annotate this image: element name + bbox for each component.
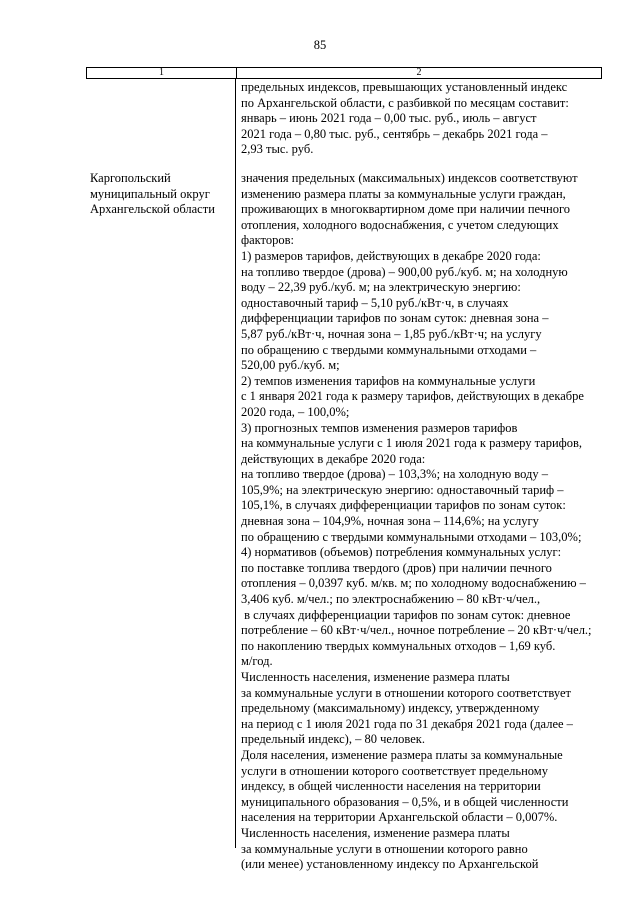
text-line: на коммунальные услуги с 1 июля 2021 года к размеру тарифов,: [241, 436, 583, 451]
text-line: муниципального образования – 0,5%, и в общей численности: [241, 794, 569, 809]
text-line: воду – 22,39 руб./куб. м; на электрическую энергию:: [241, 280, 521, 295]
region-name-line: Каргопольский: [90, 171, 171, 185]
text-line: предельному (максимальному) индексу, утвержденному: [241, 701, 540, 716]
text-line: действующих в декабре 2020 года:: [241, 451, 426, 466]
region-name-line: Архангельской области: [90, 202, 215, 217]
text-line: по Архангельской области, с разбивкой по месяцам составит:: [241, 95, 569, 110]
text-line: дифференциации тарифов по зонам суток: дневная зона –: [241, 311, 549, 326]
text-line: Доля населения, изменение размера платы за коммунальные: [241, 747, 563, 762]
text-line: 2021 года – 0,80 тыс. руб., сентябрь – декабрь 2021 года –: [241, 126, 548, 141]
text-line: значения предельных (максимальных) индексов соответствуют: [241, 171, 578, 185]
text-line: отопления – 0,0397 куб. м/кв. м; по холодному водоснабжению –: [241, 576, 586, 591]
region-description: [241, 171, 592, 873]
region-name: [90, 171, 215, 218]
text-line: 105,1%, в случаях дифференциации тарифов по зонам суток:: [241, 498, 566, 513]
text-line: с 1 января 2021 года к размеру тарифов, действующих в декабре: [241, 389, 584, 404]
text-line: Численность населения, изменение размера платы: [241, 825, 510, 840]
text-line: населения на территории Архангельской области – 0,007%.: [241, 810, 558, 825]
region-name-line: муниципальный округ: [90, 186, 210, 201]
column-2-header: 2: [416, 67, 422, 78]
table-header: [86, 67, 602, 79]
text-line: 3) прогнозных темпов изменения размеров тарифов: [241, 420, 518, 435]
text-line: 2020 года, – 100,0%;: [241, 404, 350, 419]
text-line: 520,00 руб./куб. м;: [241, 358, 340, 373]
text-line: предельный индекс), – 80 человек.: [241, 732, 425, 747]
column-separator-line: [235, 78, 236, 848]
text-line: 2) темпов изменения тарифов на коммунальные услуги: [241, 373, 536, 388]
text-line: одноставочный тариф – 5,10 руб./кВт·ч, в случаях: [241, 295, 509, 310]
text-line: за коммунальные услуги в отношении которого равно: [241, 841, 528, 856]
text-line: 3,406 куб. м/чел.; по электроснабжению – 80 кВт·ч/чел.,: [241, 592, 541, 607]
text-line: проживающих в многоквартирном доме при наличии печного: [241, 202, 571, 217]
text-line: за коммунальные услуги в отношении которого соответствует: [241, 685, 571, 700]
text-line: 105,9%; на электрическую энергию: одноставочный тариф –: [241, 482, 564, 497]
column-1-header: 1: [159, 67, 164, 78]
text-line: потребление – 60 кВт·ч/чел., ночное потребление – 20 кВт·ч/чел.;: [241, 623, 592, 638]
continuation-text: [241, 80, 569, 158]
text-line: 4) нормативов (объемов) потребления коммунальных услуг:: [241, 545, 562, 560]
text-line: м/год.: [241, 654, 273, 669]
text-line: по обращению с твердыми коммунальными отходами – 103,0%;: [241, 529, 582, 544]
text-line: по обращению с твердыми коммунальными отходами –: [241, 342, 537, 357]
text-line: отопления, холодного водоснабжения, с учетом следующих: [241, 217, 559, 232]
text-line: на топливо твердое (дрова) – 900,00 руб./куб. м; на холодную: [241, 264, 568, 279]
page-number: 85: [313, 38, 327, 52]
text-line: на период с 1 июля 2021 года по 31 декабря 2021 года (далее –: [241, 716, 573, 731]
text-line: факторов:: [241, 233, 294, 248]
text-line: изменению размера платы за коммунальные услуги граждан,: [241, 186, 566, 201]
text-line: январь – июнь 2021 года – 0,00 тыс. руб., июль – август: [241, 111, 537, 126]
text-line: индексу, в общей численности населения на территории: [241, 779, 541, 794]
text-line: 2,93 тыс. руб.: [241, 142, 314, 157]
text-line: услуги в отношении которого соответствует предельному: [241, 763, 548, 778]
text-line: 5,87 руб./кВт·ч, ночная зона – 1,85 руб./кВт·ч; на услугу: [241, 326, 542, 341]
text-line: 1) размеров тарифов, действующих в декабре 2020 года:: [241, 248, 541, 263]
text-line: по поставке топлива твердого (дров) при наличии печного: [241, 560, 552, 575]
text-line: Численность населения, изменение размера платы: [241, 670, 510, 684]
text-line: предельных индексов, превышающих установленный индекс: [241, 80, 568, 94]
text-line: на топливо твердое (дрова) – 103,3%; на холодную воду –: [241, 467, 548, 482]
text-line: дневная зона – 104,9%, ночная зона – 114,6%; на услугу: [241, 514, 539, 529]
text-line: в случаях дифференциации тарифов по зонам суток: дневное: [241, 607, 571, 622]
text-line: по накоплению твердых коммунальных отходов – 1,69 куб.: [241, 638, 556, 653]
text-line: (или менее) установленному индексу по Архангельской: [241, 857, 539, 872]
